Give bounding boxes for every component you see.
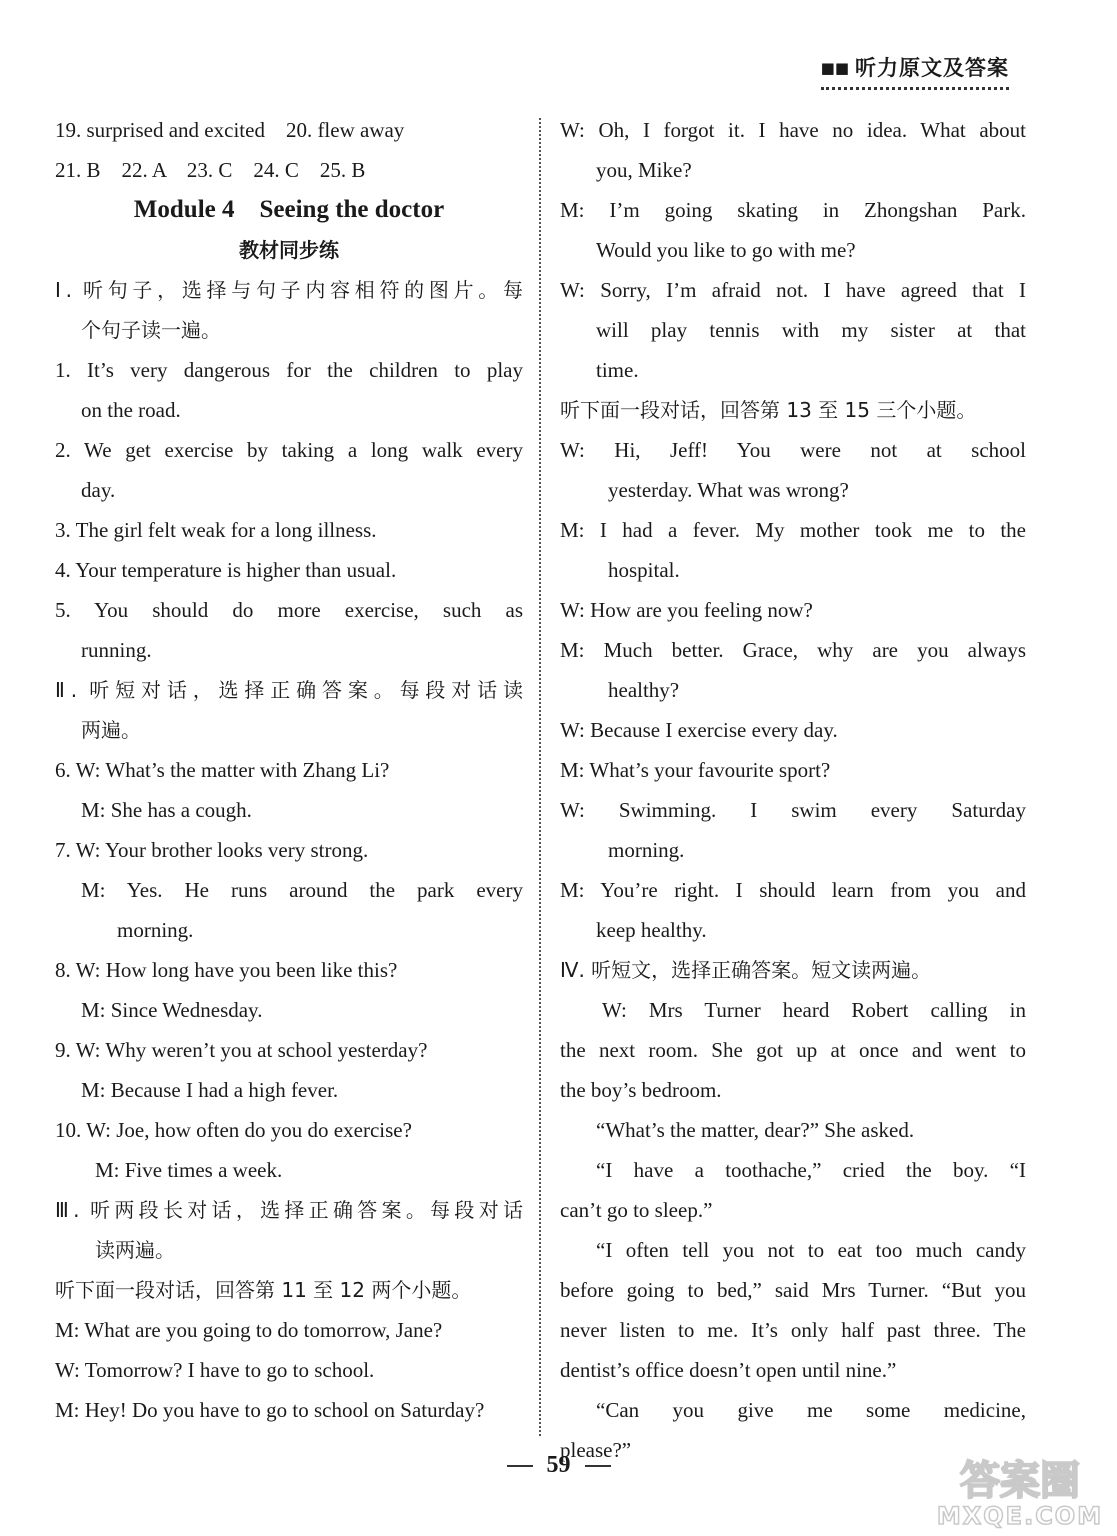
passage-p3: “I have a toothache,” cried the boy. “I <box>596 1158 1026 1182</box>
item-1-cont: on the road. <box>81 398 181 422</box>
item-5: 5. You should do more exercise, such as <box>55 598 523 622</box>
passage-p4: “I often tell you not to eat too much candy <box>596 1238 1026 1262</box>
header-title: 听力原文及答案 <box>855 56 1009 80</box>
prev-answers-line-2: 21. B 22. A 23. C 24. C 25. B <box>55 158 366 182</box>
right-line-5-cont: hospital. <box>608 558 680 582</box>
section-1-heading-cont: 个句子读一遍。 <box>81 318 221 342</box>
passage-p3-end: can’t go to sleep.” <box>560 1198 713 1222</box>
item-2: 2. We get exercise by taking a long walk every <box>55 438 523 462</box>
dialogue-8-m: M: Since Wednesday. <box>81 998 263 1022</box>
right-line-7-cont: healthy? <box>608 678 680 702</box>
dialogue-8-w: 8. W: How long have you been like this? <box>55 958 398 982</box>
right-line-9: M: What’s your favourite sport? <box>560 758 831 782</box>
right-line-3-end: time. <box>596 358 639 382</box>
right-column <box>560 110 1026 1470</box>
right-line-8: W: Because I exercise every day. <box>560 718 838 742</box>
dialogue-7-m: M: Yes. He runs around the park every <box>81 878 523 902</box>
right-line-1-cont: you, Mike? <box>596 158 692 182</box>
dialogue-6-m: M: She has a cough. <box>81 798 252 822</box>
dialogue-6-w: 6. W: What’s the matter with Zhang Li? <box>55 758 390 782</box>
right-line-4: W: Hi, Jeff! You were not at school <box>560 438 1026 462</box>
watermark-logo-icon <box>935 1450 1105 1530</box>
item-5-cont: running. <box>81 638 152 662</box>
item-2-cont: day. <box>81 478 116 502</box>
right-line-11: M: You’re right. I should learn from you and <box>560 878 1026 902</box>
item-4: 4. Your temperature is higher than usual. <box>55 558 397 582</box>
long-dialogue-line-3: M: Hey! Do you have to go to school on Saturday? <box>55 1398 485 1422</box>
passage-p2: “What’s the matter, dear?” She asked. <box>596 1118 915 1142</box>
column-divider <box>539 118 541 1436</box>
item-3: 3. The girl felt weak for a long illness. <box>55 518 377 542</box>
item-1: 1. It’s very dangerous for the children to play <box>55 358 523 382</box>
dialogue-9-m: M: Because I had a high fever. <box>81 1078 339 1102</box>
passage-p1-end: the boy’s bedroom. <box>560 1078 722 1102</box>
watermark-logo <box>935 1450 1105 1530</box>
passage-p4-end: dentist’s office doesn’t open until nine.” <box>560 1358 897 1382</box>
long-dialogue-line-2: W: Tomorrow? I have to go to school. <box>55 1358 375 1382</box>
passage-p4-line-3: never listen to me. It’s only half past three. The <box>560 1318 1026 1342</box>
section-2-heading-cont: 两遍。 <box>81 718 141 742</box>
passage-p1: W: Mrs Turner heard Robert calling in <box>602 998 1026 1022</box>
dialogue-7-m-cont: morning. <box>117 918 194 942</box>
page-number-dash-right <box>585 1465 611 1467</box>
long-dialogue-line-1: M: What are you going to do tomorrow, Jane? <box>55 1318 443 1342</box>
header-marker: ■■ <box>820 59 849 77</box>
section-3-intro-2: 听下面一段对话，回答第 13 至 15 三个小题。 <box>560 398 977 422</box>
right-line-3-cont: will play tennis with my sister at that <box>596 318 1026 342</box>
right-line-10-cont: morning. <box>608 838 685 862</box>
section-subtitle: 教材同步练 <box>239 238 339 262</box>
section-1-heading: Ⅰ. 听句子，选择与句子内容相符的图片。每 <box>55 278 523 302</box>
left-column <box>55 110 523 1430</box>
passage-p1-cont: the next room. She got up at once and went to <box>560 1038 1026 1062</box>
page-header <box>821 52 1009 90</box>
section-3-intro: 听下面一段对话，回答第 11 至 12 两个小题。 <box>55 1278 472 1302</box>
right-line-7: M: Much better. Grace, why are you always <box>560 638 1026 662</box>
right-line-5: M: I had a fever. My mother took me to the <box>560 518 1026 542</box>
page-number-value: 59 <box>546 1452 571 1478</box>
dialogue-10-w: 10. W: Joe, how often do you do exercise? <box>55 1118 412 1142</box>
section-2-heading: Ⅱ. 听短对话，选择正确答案。每段对话读 <box>55 678 523 702</box>
right-line-10: W: Swimming. I swim every Saturday <box>560 798 1026 822</box>
watermark-top-text: 答案圈 <box>960 1458 1080 1504</box>
watermark-bottom-text: MXQE.COM <box>936 1502 1104 1530</box>
right-line-11-cont: keep healthy. <box>596 918 707 942</box>
dialogue-7-w: 7. W: Your brother looks very strong. <box>55 838 369 862</box>
passage-p4-line-2: before going to bed,” said Mrs Turner. “But you <box>560 1278 1026 1302</box>
page-number-dash-left <box>507 1465 533 1467</box>
right-line-2: M: I’m going skating in Zhongshan Park. <box>560 198 1026 222</box>
right-line-4-cont: yesterday. What was wrong? <box>608 478 849 502</box>
right-line-2-cont: Would you like to go with me? <box>596 238 856 262</box>
section-3-heading-cont: 读两遍。 <box>95 1238 175 1262</box>
dialogue-10-m: M: Five times a week. <box>95 1158 283 1182</box>
prev-answers-line-1: 19. surprised and excited 20. flew away <box>55 118 405 142</box>
right-line-1: W: Oh, I forgot it. I have no idea. What about <box>560 118 1026 142</box>
section-4-heading: Ⅳ. 听短文，选择正确答案。短文读两遍。 <box>560 958 932 982</box>
passage-p5: “Can you give me some medicine, <box>596 1398 1026 1422</box>
right-line-3: W: Sorry, I’m afraid not. I have agreed that I <box>560 278 1026 302</box>
section-3-heading: Ⅲ. 听两段长对话，选择正确答案。每段对话 <box>55 1198 523 1222</box>
module-title: Module 4 Seeing the doctor <box>133 196 445 223</box>
dialogue-9-w: 9. W: Why weren’t you at school yesterday? <box>55 1038 428 1062</box>
passage-p5-end: please?” <box>560 1438 632 1462</box>
right-line-6: W: How are you feeling now? <box>560 598 813 622</box>
